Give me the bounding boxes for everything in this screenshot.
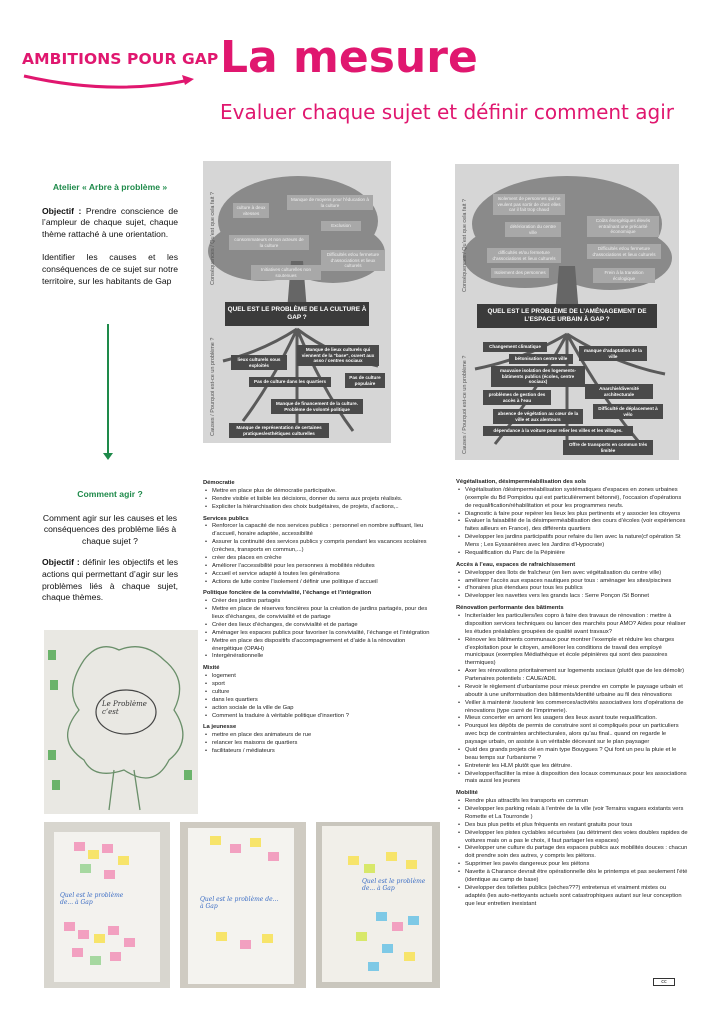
action-item: • Navette à Charance devrait être opérationnelle dès le printemps et pas seulement l’été (identique au camp de base) xyxy=(456,869,688,885)
action-item: • Requalification du Parc de la Pépinière xyxy=(456,550,688,558)
action-item: • Rénover les bâtiments communaux pour montrer l’exemple et réduire les charges d’exploitation pour le citoyen, améliorer les conditions de travail des employé municipaux (exemples Médiathèque et école pépinières qui sont des passoires thermiques) xyxy=(456,637,688,669)
comment-agir-block xyxy=(42,489,178,604)
sticky-note xyxy=(110,952,121,961)
tree-sketch-icon xyxy=(44,630,198,814)
sticky-note xyxy=(406,860,417,869)
consequence-node: Manque de moyens pour l’éducation à la culture xyxy=(287,195,373,210)
consequence-node: culture à deux vitesses xyxy=(233,203,269,218)
sticky-note xyxy=(210,836,221,845)
action-item: • Développer les parking relais à l’entrée de la ville (voir Terrains vagues existants vers Romette et La Tourronde ) xyxy=(456,806,688,822)
objectif-paragraph xyxy=(42,206,178,241)
action-list xyxy=(203,673,435,720)
action-item: • Mieux concerter en amont les usagers des lieux avant toute requalification. xyxy=(456,715,688,723)
cause-node: Pas de culture populaire xyxy=(345,373,385,388)
action-item: • Renforcer la capacité de nos services publics : personnel en nombre suffisant, lieu d’accueil, horaire adaptée, accessibilité xyxy=(203,523,435,539)
action-item: • Actions de lutte contre l’isolement / définir une politique d’accueil xyxy=(203,579,435,587)
page-subtitle: Evaluer chaque sujet et définir comment agir xyxy=(220,100,674,124)
action-item: • Rendre plus attractifs les transports en commun xyxy=(456,798,688,806)
action-item: • sport xyxy=(203,681,435,689)
action-item: • Développer des toilettes publics (sèches???) entretenus et vraiment mixtes ou adaptés (les auto-nettoyants actuels sont catastrophiques autant sur leur conception que leur entretien inexistant xyxy=(456,885,688,909)
sticky-note xyxy=(124,938,135,947)
action-section-title: Politique foncière de la convivialité, l’échange et l’intégration xyxy=(203,590,372,597)
problem-tree-urbanisme xyxy=(455,164,679,460)
sticky-note xyxy=(104,870,115,879)
objectif-label: Objectif : xyxy=(42,205,82,216)
sticky-note xyxy=(72,948,83,957)
action-item: • Revoir le règlement d’urbanisme pour mieux prendre en compte le paysage urbain et aboutir à une uniformisation des bâtiments/identité urbaine au fil des rénovations xyxy=(456,684,688,700)
cause-node: problèmes de gestion des accès à l’eau xyxy=(483,390,551,405)
sticky-note xyxy=(250,838,261,847)
cause-node: Changement climatique xyxy=(483,342,547,352)
consequences-axis-label: Conséquences / Qu’est que cela fait ? xyxy=(210,192,216,285)
sticky-note xyxy=(64,922,75,931)
sticky-note xyxy=(392,922,403,931)
action-list xyxy=(203,523,435,586)
comment-agir-title: Comment agir ? xyxy=(77,489,143,499)
consequence-node: consommateurs et non acteurs de la culture xyxy=(229,235,309,250)
action-item: • Accueil et service adapté à toutes les générations xyxy=(203,571,435,579)
objectif-text: Prendre conscience de l’ampleur de chaque sujet, chaque thème rattaché à une orientation. xyxy=(42,205,178,239)
sticky-note xyxy=(78,930,89,939)
board-handwriting: Quel est le problème de... à Gap xyxy=(200,896,279,910)
photo-tree-drawing xyxy=(44,630,198,814)
sticky-note xyxy=(108,926,119,935)
cause-node: mauvaise isolation des logements-bâtiments publics (écoles, centre sociaux) xyxy=(491,366,585,387)
cause-node: dépendance à la voiture pour relier les villes et les villages. xyxy=(483,426,633,436)
objectif2-label: Objectif : xyxy=(42,557,80,568)
action-section-title: Accès à l’eau, espaces de rafraichissement xyxy=(456,561,576,568)
actions-column-right xyxy=(456,479,688,908)
cause-node: lieux culturels sous exploités xyxy=(231,355,287,370)
action-section-title: Démocratie xyxy=(203,480,235,486)
ambitions-pour-gap-logo xyxy=(22,50,219,100)
consequence-node: Exclusion xyxy=(321,221,361,231)
identifier-paragraph: Identifier les causes et les conséquences de ce sujet sur notre territoire, sur les habitants de Gap xyxy=(42,252,178,286)
action-item: • Créer des jardins partagés xyxy=(203,598,435,606)
sticky-note xyxy=(80,864,91,873)
sticky-note xyxy=(240,940,251,949)
action-list xyxy=(203,488,435,512)
cause-node: Anarchie/diversité architecturale xyxy=(585,384,653,399)
sticky-note xyxy=(376,912,387,921)
consequences-axis-label: Conséquences / Qu’est que cela fait ? xyxy=(462,199,468,292)
action-list xyxy=(203,732,435,756)
board-handwriting: Le Problème c’est xyxy=(102,700,147,716)
action-item: • Intergénérationnelle xyxy=(203,653,435,661)
tree-question: QUEL EST LE PROBLÈME DE L’AMÉNAGEMENT DE L’ESPACE URBAIN À GAP ? xyxy=(477,304,657,328)
action-item: • Axer les rénovations prioritairement sur logements sociaux (plutôt que de les démolir) Partenaires potentiels : CAUE/ADIL xyxy=(456,668,688,684)
action-list xyxy=(456,487,688,558)
sticky-note xyxy=(118,856,129,865)
sticky-note xyxy=(348,856,359,865)
sticky-note xyxy=(268,852,279,861)
action-item: • Développer les pistes cyclables sécurisées (au détriment des voies doubles rapides de voitures mais on a pas le choix, il faut partager les espaces) xyxy=(456,830,688,846)
action-item: • Développer des îlots de fraîcheur (en lien avec végétalisation du centre ville) xyxy=(456,570,688,578)
action-item: • Mettre en place plus de démocratie participative. xyxy=(203,488,435,496)
tree-question: QUEL EST LE PROBLÈME DE LA CULTURE À GAP ? xyxy=(225,302,369,326)
action-list xyxy=(456,570,688,602)
objectif2-text: définir les objectifs et les actions qui permettant d’agir sur les problèmes liés à chaque sujet, chaque thèmes. xyxy=(42,557,178,603)
action-item: • Développer les jardins participatifs pour refaire du lien avec la nature(cf opération St Mens ; Les Eyssaniéres avec les Jardins d’Hypocrate) xyxy=(456,534,688,550)
causes-axis-label: Causes / Pourquoi est-ce un problème ? xyxy=(210,337,216,436)
comment-agir-text: Comment agir sur les causes et les conséquences des problème liés à chaque sujet ? xyxy=(42,512,178,546)
action-section-title: La jeunesse xyxy=(203,724,237,731)
sticky-note xyxy=(368,962,379,971)
consequence-node: Isolement de personnes qui ne veulent pas sortir de chez elles car il fait trop chaud xyxy=(493,194,565,215)
action-item: • d’horaires plus étendues pour tous les publics xyxy=(456,585,688,593)
consequence-node: Coûts énergétiques élevés entraînant une précarité économique xyxy=(587,216,659,237)
action-item: • créer des places en crèche xyxy=(203,555,435,563)
down-arrow-icon xyxy=(107,324,109,456)
action-item: • Développer/faciliter la mise à disposition des locaux communaux pour les associations mais aussi les jeunes xyxy=(456,771,688,787)
action-item: • Entretenir les HLM plutôt que les détruire. xyxy=(456,763,688,771)
action-item: • relancer les maisons de quartiers xyxy=(203,740,435,748)
action-item: • Aménager les espaces publics pour favoriser la convivialité, l’échange et l’intégration xyxy=(203,630,435,638)
cause-node: absence de végétation au cœur de la ville et aux alentours xyxy=(493,409,583,424)
action-list xyxy=(456,613,688,786)
action-item: • Veiller à maintenir /soutenir les commerces/activités associatives lors d’opérations de rénovations (type carré de l’imprimerie). xyxy=(456,700,688,716)
board-handwriting: Quel est le problème de... à Gap xyxy=(60,892,124,906)
cause-node: bétonisation centre ville xyxy=(509,354,573,364)
action-item: • dans les quartiers xyxy=(203,697,435,705)
action-item: • Améliorer l’accessibilité pour les personnes à mobilités réduites xyxy=(203,563,435,571)
action-item: • Développer les navettes vers les grands lacs : Serre Ponçon /St Bonnet xyxy=(456,593,688,601)
consequence-node: Frein à la transition écologique xyxy=(593,268,655,283)
action-section-title: Mobilité xyxy=(456,790,478,797)
sticky-note xyxy=(90,956,101,965)
action-item: • Rendre visible et lisible les décisions, donner du sens aux projets réalisés. xyxy=(203,496,435,504)
logo-text: AMBITIONS POUR GAP xyxy=(22,50,219,68)
action-item: • mettre en place des animateurs de rue xyxy=(203,732,435,740)
action-list xyxy=(456,798,688,908)
cause-node: Manque de représentation de certaines pratiques/esthétiques culturelles xyxy=(229,423,329,438)
problem-tree-culture xyxy=(203,161,391,443)
action-item: • Créer des lieux d’échanges, de convivialité et de partage xyxy=(203,622,435,630)
action-item: • Inciter/aider les particuliers/les copro à faire des travaux de rénovation : mettre à disposition services techniques ou lancer des marchés pour AMO? Aides pour réaliser les études préalables groupées de qualité avant travaux? xyxy=(456,613,688,637)
consequence-node: détérioration du centre ville xyxy=(505,222,561,237)
action-item: • Évaluer la faisabilité de la désimperméabilisation des cours d’écoles (voir expériences faites ailleurs en France), des différents quartiers xyxy=(456,518,688,534)
action-item: • action sociale de la ville de Gap xyxy=(203,705,435,713)
action-section-title: Végétalisation, désimperméabilisation des sols xyxy=(456,479,587,485)
sticky-note xyxy=(382,944,393,953)
sticky-note xyxy=(364,864,375,873)
photo-board-2 xyxy=(180,822,306,988)
sticky-note xyxy=(386,852,397,861)
sticky-note xyxy=(230,844,241,853)
photo-board-1 xyxy=(44,822,170,988)
sticky-note xyxy=(102,844,113,853)
action-item: • Assurer la continuité des services publics y compris pendant les vacances scolaires (crèches, transports en commun,...) xyxy=(203,539,435,555)
action-section-title: Rénovation performante des bâtiments xyxy=(456,605,564,612)
actions-column-left xyxy=(203,480,435,756)
sticky-note xyxy=(408,916,419,925)
creative-commons-icon: cc xyxy=(653,978,675,986)
causes-axis-label: Causes / Pourquoi est-ce un problème ? xyxy=(462,355,468,454)
sticky-note xyxy=(74,842,85,851)
action-item: • Supprimer les pavés dangereux pour les piétons xyxy=(456,861,688,869)
atelier-block xyxy=(42,182,178,287)
action-item: • facilitateurs / médiateurs xyxy=(203,748,435,756)
page-title: La mesure xyxy=(220,32,478,83)
action-item: • Diagnostic à faire pour repérer les lieux les plus pertinents et y associer les citoyens xyxy=(456,511,688,519)
cause-node: Manque de financement de la culture. Problème de volonté politique xyxy=(271,399,363,414)
action-item: • Pourquoi les dépôts de permis de construire sont si compliqués pour un particuliers avec bcp de contraintes architecturales, alors qu’au final.. quand on regarde le paysage urbain, on assiste à un véritable décevant sur le plan paysager xyxy=(456,723,688,747)
sticky-note xyxy=(94,934,105,943)
sticky-note xyxy=(404,952,415,961)
action-item: • Mettre en place de réserves foncières pour la création de jardins partagés, pour des lieux d’échanges, de convivialité et de partage xyxy=(203,606,435,622)
consequence-node: Isolement des personnes xyxy=(491,268,549,278)
action-item: • Quid des grands projets clé en main type Bouygues ? Qui font un peu la pluie et le beau temps sur l’urbanisme ? xyxy=(456,747,688,763)
sticky-note xyxy=(216,932,227,941)
sticky-note xyxy=(88,850,99,859)
action-item: • Expliciter la hiérarchisation des choix budgétaires, de projets, d’actions,.. xyxy=(203,504,435,512)
photo-board-3 xyxy=(316,822,440,988)
sticky-note xyxy=(356,932,367,941)
action-item: • Mettre en place des dispositifs d’accompagnement et d’aide à la rénovation énergétique (OPAH) xyxy=(203,638,435,654)
atelier-title: Atelier « Arbre à problème » xyxy=(52,182,168,192)
cause-node: Pas de culture dans les quartiers xyxy=(249,377,331,387)
action-item: • logement xyxy=(203,673,435,681)
action-item: • Développer une culture du partage des espaces publics aux mobilités douces : chacun doit prendre soin des autres, y compris les piétons. xyxy=(456,845,688,861)
paper-sheet xyxy=(54,832,160,982)
consequence-node: Difficultés et/ou fermeture d’associations et lieux culturels xyxy=(587,244,661,259)
consequence-node: difficultés et/ou fermeture d’associations et lieux culturels xyxy=(487,248,561,263)
cause-node: Manque de lieux culturels qui viennent de la "base", ouvert aux asso / centres sociaux xyxy=(297,345,379,366)
action-item: • Comment la traduire à véritable politique d’insertion ? xyxy=(203,713,435,721)
paper-sheet xyxy=(322,826,432,982)
cause-node: Difficulté de déplacement à vélo xyxy=(593,404,663,419)
consequence-node: Initiatives culturelles non soutenues xyxy=(251,265,321,280)
action-section-title: Mixité xyxy=(203,665,220,672)
cause-node: manque d’adaptation de la ville xyxy=(579,346,647,361)
sticky-note xyxy=(262,934,273,943)
action-item: • Des bus plus petits et plus fréquents en restant gratuits pour tous xyxy=(456,822,688,830)
action-item: • améliorer l’accès aux espaces nautiques pour tous : aménager les sites/piscines xyxy=(456,578,688,586)
consequence-node: Difficultés et/ou fermeture d’associations et lieux culturels xyxy=(321,250,385,271)
action-list xyxy=(203,598,435,661)
board-handwriting: Quel est le problème de... à Gap xyxy=(362,878,426,892)
logo-swoosh-icon xyxy=(22,70,198,96)
action-item: • culture xyxy=(203,689,435,697)
action-item: • Végétalisation /désimperméabilisation systématiques d’espaces en zones urbaines (exemple du Bd Pompidou qui est particulièrement bétonné), l’occasion d’opérations de requalification/réhabilitation et pour les programmes neufs. xyxy=(456,487,688,511)
action-section-title: Services publics xyxy=(203,515,249,522)
objectif2-paragraph xyxy=(42,557,178,603)
cause-node: Offre de transports en commun très limitée xyxy=(563,440,653,455)
